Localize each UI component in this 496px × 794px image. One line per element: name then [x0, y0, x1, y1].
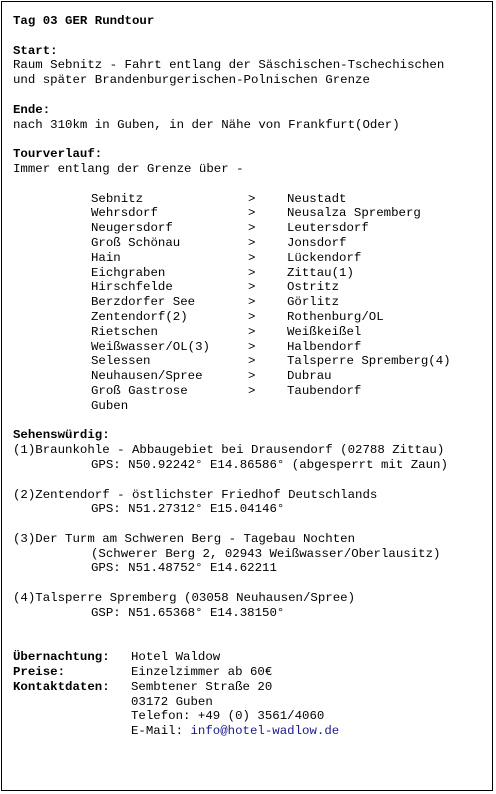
- route-arrow: >: [248, 295, 256, 310]
- route-from: Groß Schönau: [91, 235, 181, 250]
- sight-2-title: (2)Zentendorf - östlichster Friedhof Deutschlands: [13, 487, 378, 502]
- hotel-name: Hotel Waldow: [131, 650, 221, 665]
- contact-city-row: [13, 695, 492, 710]
- price-value: Einzelzimmer ab 60€: [131, 665, 273, 680]
- tourverlauf-intro: Immer entlang der Grenze über -: [13, 161, 244, 176]
- uebernachtung-row: [13, 650, 492, 665]
- tourverlauf-label: Tourverlauf:: [13, 147, 103, 162]
- route-from: Hain: [91, 250, 121, 265]
- route-arrow: >: [248, 221, 256, 236]
- route-from: Neuhausen/Spree: [91, 369, 203, 384]
- route-from: Neugersdorf: [91, 221, 173, 236]
- route-to: Görlitz: [287, 295, 340, 310]
- route-from: Berzdorfer See: [91, 295, 196, 310]
- route-row: [13, 354, 492, 369]
- route-from: Rietschen: [91, 324, 158, 339]
- spacer: [13, 695, 131, 710]
- spacer: [13, 517, 492, 532]
- spacer: [13, 414, 492, 429]
- route-from: Selessen: [91, 354, 151, 369]
- sight-1-title: (1)Braunkohle - Abbaugebiet bei Drausendorf (02788 Zittau): [13, 443, 445, 458]
- spacer: [13, 132, 492, 147]
- sight-1-gps: GPS: N50.92242° E14.86586° (abgesperrt mit Zaun): [91, 457, 448, 472]
- sight-2-gps: GPS: N51.27312° E15.04146°: [91, 502, 285, 517]
- document-frame: [1, 1, 493, 791]
- route-to: Dubrau: [287, 369, 332, 384]
- route-arrow: >: [248, 265, 256, 280]
- start-text-line2: und später Brandenburgerischen-Polnischen Grenze: [13, 73, 370, 88]
- route-to: Rothenburg/OL: [287, 309, 384, 324]
- spacer: [13, 621, 492, 636]
- spacer: [13, 576, 492, 591]
- start-label: Start:: [13, 43, 58, 58]
- ende-label: Ende:: [13, 102, 51, 117]
- preise-row: [13, 665, 492, 680]
- route-row: [13, 251, 492, 266]
- route-row: [13, 266, 492, 281]
- email-link[interactable]: info@hotel-wadlow.de: [190, 724, 340, 739]
- route-from: Hirschfelde: [91, 280, 173, 295]
- route-to: Lückendorf: [287, 250, 362, 265]
- route-arrow: >: [248, 280, 256, 295]
- route-row: [13, 369, 492, 384]
- ende-text: nach 310km in Guben, in der Nähe von Frankfurt(Oder): [13, 117, 400, 132]
- route-arrow: >: [248, 206, 256, 221]
- route-row: [13, 192, 492, 207]
- route-table: [13, 192, 492, 414]
- spacer: [13, 88, 492, 103]
- route-arrow: >: [248, 191, 256, 206]
- route-row: [13, 221, 492, 236]
- route-to: Weißkeißel: [287, 324, 362, 339]
- route-to: Ostritz: [287, 280, 340, 295]
- route-from: Eichgraben: [91, 265, 166, 280]
- spacer: [13, 177, 492, 192]
- route-last: Guben: [91, 398, 129, 413]
- kontakt-row: [13, 680, 492, 695]
- contact-city: 03172 Guben: [131, 694, 213, 709]
- spacer: [13, 29, 492, 44]
- route-arrow: >: [248, 383, 256, 398]
- route-arrow: >: [248, 309, 256, 324]
- route-to: Leutersdorf: [287, 221, 369, 236]
- route-from: Zentendorf(2): [91, 309, 188, 324]
- contact-street: Sembtener Straße 20: [131, 679, 273, 694]
- route-arrow: >: [248, 369, 256, 384]
- spacer: [13, 473, 492, 488]
- email-label: E-Mail:: [131, 724, 191, 739]
- route-arrow: >: [248, 250, 256, 265]
- route-row: [13, 206, 492, 221]
- route-row: [13, 280, 492, 295]
- spacer: [13, 635, 492, 650]
- route-row: [13, 384, 492, 399]
- start-text-line1: Raum Sebnitz - Fahrt entlang der Säschischen-Tschechischen: [13, 58, 445, 73]
- route-to: Halbendorf: [287, 339, 362, 354]
- route-arrow: >: [248, 235, 256, 250]
- contact-phone: Telefon: +49 (0) 3561/4060: [131, 709, 325, 724]
- route-arrow: >: [248, 339, 256, 354]
- route-from: Weißwasser/OL(3): [91, 339, 210, 354]
- contact-phone-row: [13, 709, 492, 724]
- route-row: [13, 295, 492, 310]
- route-to: Neustadt: [287, 191, 347, 206]
- route-to: Zittau(1): [287, 265, 354, 280]
- kontakt-label: Kontaktdaten:: [13, 679, 110, 694]
- uebernachtung-label: Übernachtung:: [13, 650, 110, 665]
- route-row: [13, 325, 492, 340]
- page-title: Tag 03 GER Rundtour: [13, 14, 155, 28]
- sight-3-title: (3)Der Turm am Schweren Berg - Tagebau Nochten: [13, 531, 356, 546]
- route-from: Sebnitz: [91, 191, 144, 206]
- sight-3-gps: GPS: N51.48752° E14.62211: [91, 561, 277, 576]
- sehenswuerdig-label: Sehenswürdig:: [13, 428, 110, 443]
- sight-4-title: (4)Talsperre Spremberg (03058 Neuhausen/Spree): [13, 591, 356, 606]
- route-from: Groß Gastrose: [91, 383, 188, 398]
- route-row-last: [13, 399, 492, 414]
- sight-3-address: (Schwerer Berg 2, 02943 Weißwasser/Oberlausitz): [91, 546, 441, 561]
- spacer: [13, 724, 131, 739]
- route-to: Talsperre Spremberg(4): [287, 354, 451, 369]
- route-row: [13, 236, 492, 251]
- preise-label: Preise:: [13, 665, 66, 680]
- route-row: [13, 340, 492, 355]
- route-to: Neusalza Spremberg: [287, 206, 421, 221]
- route-from: Wehrsdorf: [91, 206, 158, 221]
- route-to: Taubendorf: [287, 383, 362, 398]
- sight-4-gps: GSP: N51.65368° E14.38150°: [91, 605, 285, 620]
- contact-email-row: [13, 724, 492, 739]
- route-arrow: >: [248, 354, 256, 369]
- spacer: [13, 709, 131, 724]
- route-row: [13, 310, 492, 325]
- route-to: Jonsdorf: [287, 235, 347, 250]
- route-arrow: >: [248, 324, 256, 339]
